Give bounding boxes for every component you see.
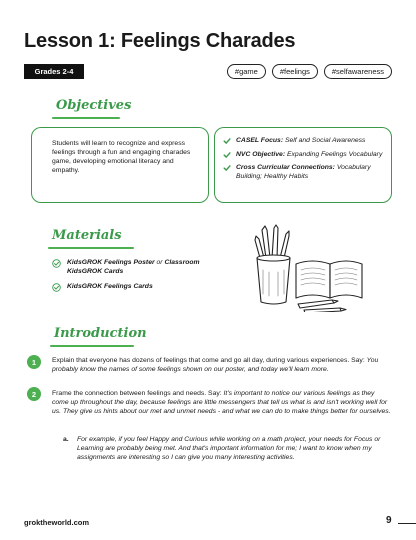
material-connector: or: [154, 259, 165, 266]
check-circle-icon: [52, 283, 61, 292]
step-lead: Explain that everyone has dozens of feelings that come and go all day, during various experiences. Say:: [52, 357, 367, 364]
material-item: [52, 283, 222, 292]
objective-text: Vocabulary Building; Healthy Habits: [236, 164, 371, 180]
objective-item: [223, 151, 383, 160]
materials-underline: [48, 247, 134, 249]
material-name: KidsGROK Feelings Cards: [67, 283, 153, 291]
objective-text: Self and Social Awareness: [283, 137, 366, 144]
page-number: 9: [386, 515, 392, 526]
step-text: [52, 390, 392, 416]
tag-selfawareness: #selfawareness: [324, 64, 392, 79]
tag-feelings: #feelings: [272, 64, 318, 79]
objective-item: [223, 164, 383, 181]
step-quote: It's important to notice our various feelings as they come up throughout the day, because feelings are little messengers that tell us what is and isn't working well for us. They give us hints about our met and unmet needs - and what we can do to make things better for ourselves.: [52, 390, 391, 415]
step-number-badge: 1: [27, 355, 41, 369]
check-icon: [223, 151, 231, 159]
objective-label: NVC Objective:: [236, 150, 286, 158]
objectives-description-card: [31, 127, 209, 203]
material-item: [52, 259, 222, 276]
objective-text: Expanding Feelings Vocabulary: [285, 150, 383, 158]
materials-heading: Materials: [52, 228, 122, 243]
step-lead: Frame the connection between feelings and needs. Say:: [52, 390, 224, 397]
objective-label: CASEL Focus:: [236, 137, 284, 144]
sub-item-marker: a.: [63, 436, 69, 443]
objectives-description: Students will learn to recognize and express feelings through a fun and engaging charades game, developing emotional literacy and empathy.: [52, 140, 191, 174]
supplies-illustration: [248, 222, 368, 312]
materials-list: [52, 259, 222, 299]
objectives-list-card: [214, 127, 392, 203]
check-icon: [223, 164, 231, 172]
objective-item: [223, 137, 383, 146]
material-name: KidsGROK Feelings Poster: [67, 259, 155, 266]
tag-game: #game: [227, 64, 266, 79]
step-number-badge: 2: [27, 387, 41, 401]
tag-list: [227, 64, 392, 79]
objectives-heading: Objectives: [56, 98, 132, 113]
objective-label: Cross Curricular Connections:: [236, 164, 335, 172]
step-text: [52, 357, 392, 375]
check-icon: [223, 137, 231, 145]
check-circle-icon: [52, 259, 61, 268]
footer-rule: [398, 523, 416, 524]
page-title: Lesson 1: Feelings Charades: [24, 30, 296, 52]
grade-badge: Grades 2-4: [24, 64, 84, 79]
footer-url: groktheworld.com: [24, 518, 90, 527]
introduction-underline: [50, 345, 134, 347]
step-quote: You probably know the names of some feelings shown on our poster, and today we'll learn more.: [52, 357, 379, 373]
sub-item-text: For example, if you feel Happy and Curious while working on a math project, your needs for Focus or Learning are probably being met. And that's important information for me; I want to know when my assignments are interesting so I can give you many interesting activities.: [77, 436, 381, 461]
material-name-alt: Classroom KidsGROK Cards: [67, 259, 200, 275]
objectives-underline: [52, 117, 120, 119]
introduction-heading: Introduction: [54, 326, 147, 341]
